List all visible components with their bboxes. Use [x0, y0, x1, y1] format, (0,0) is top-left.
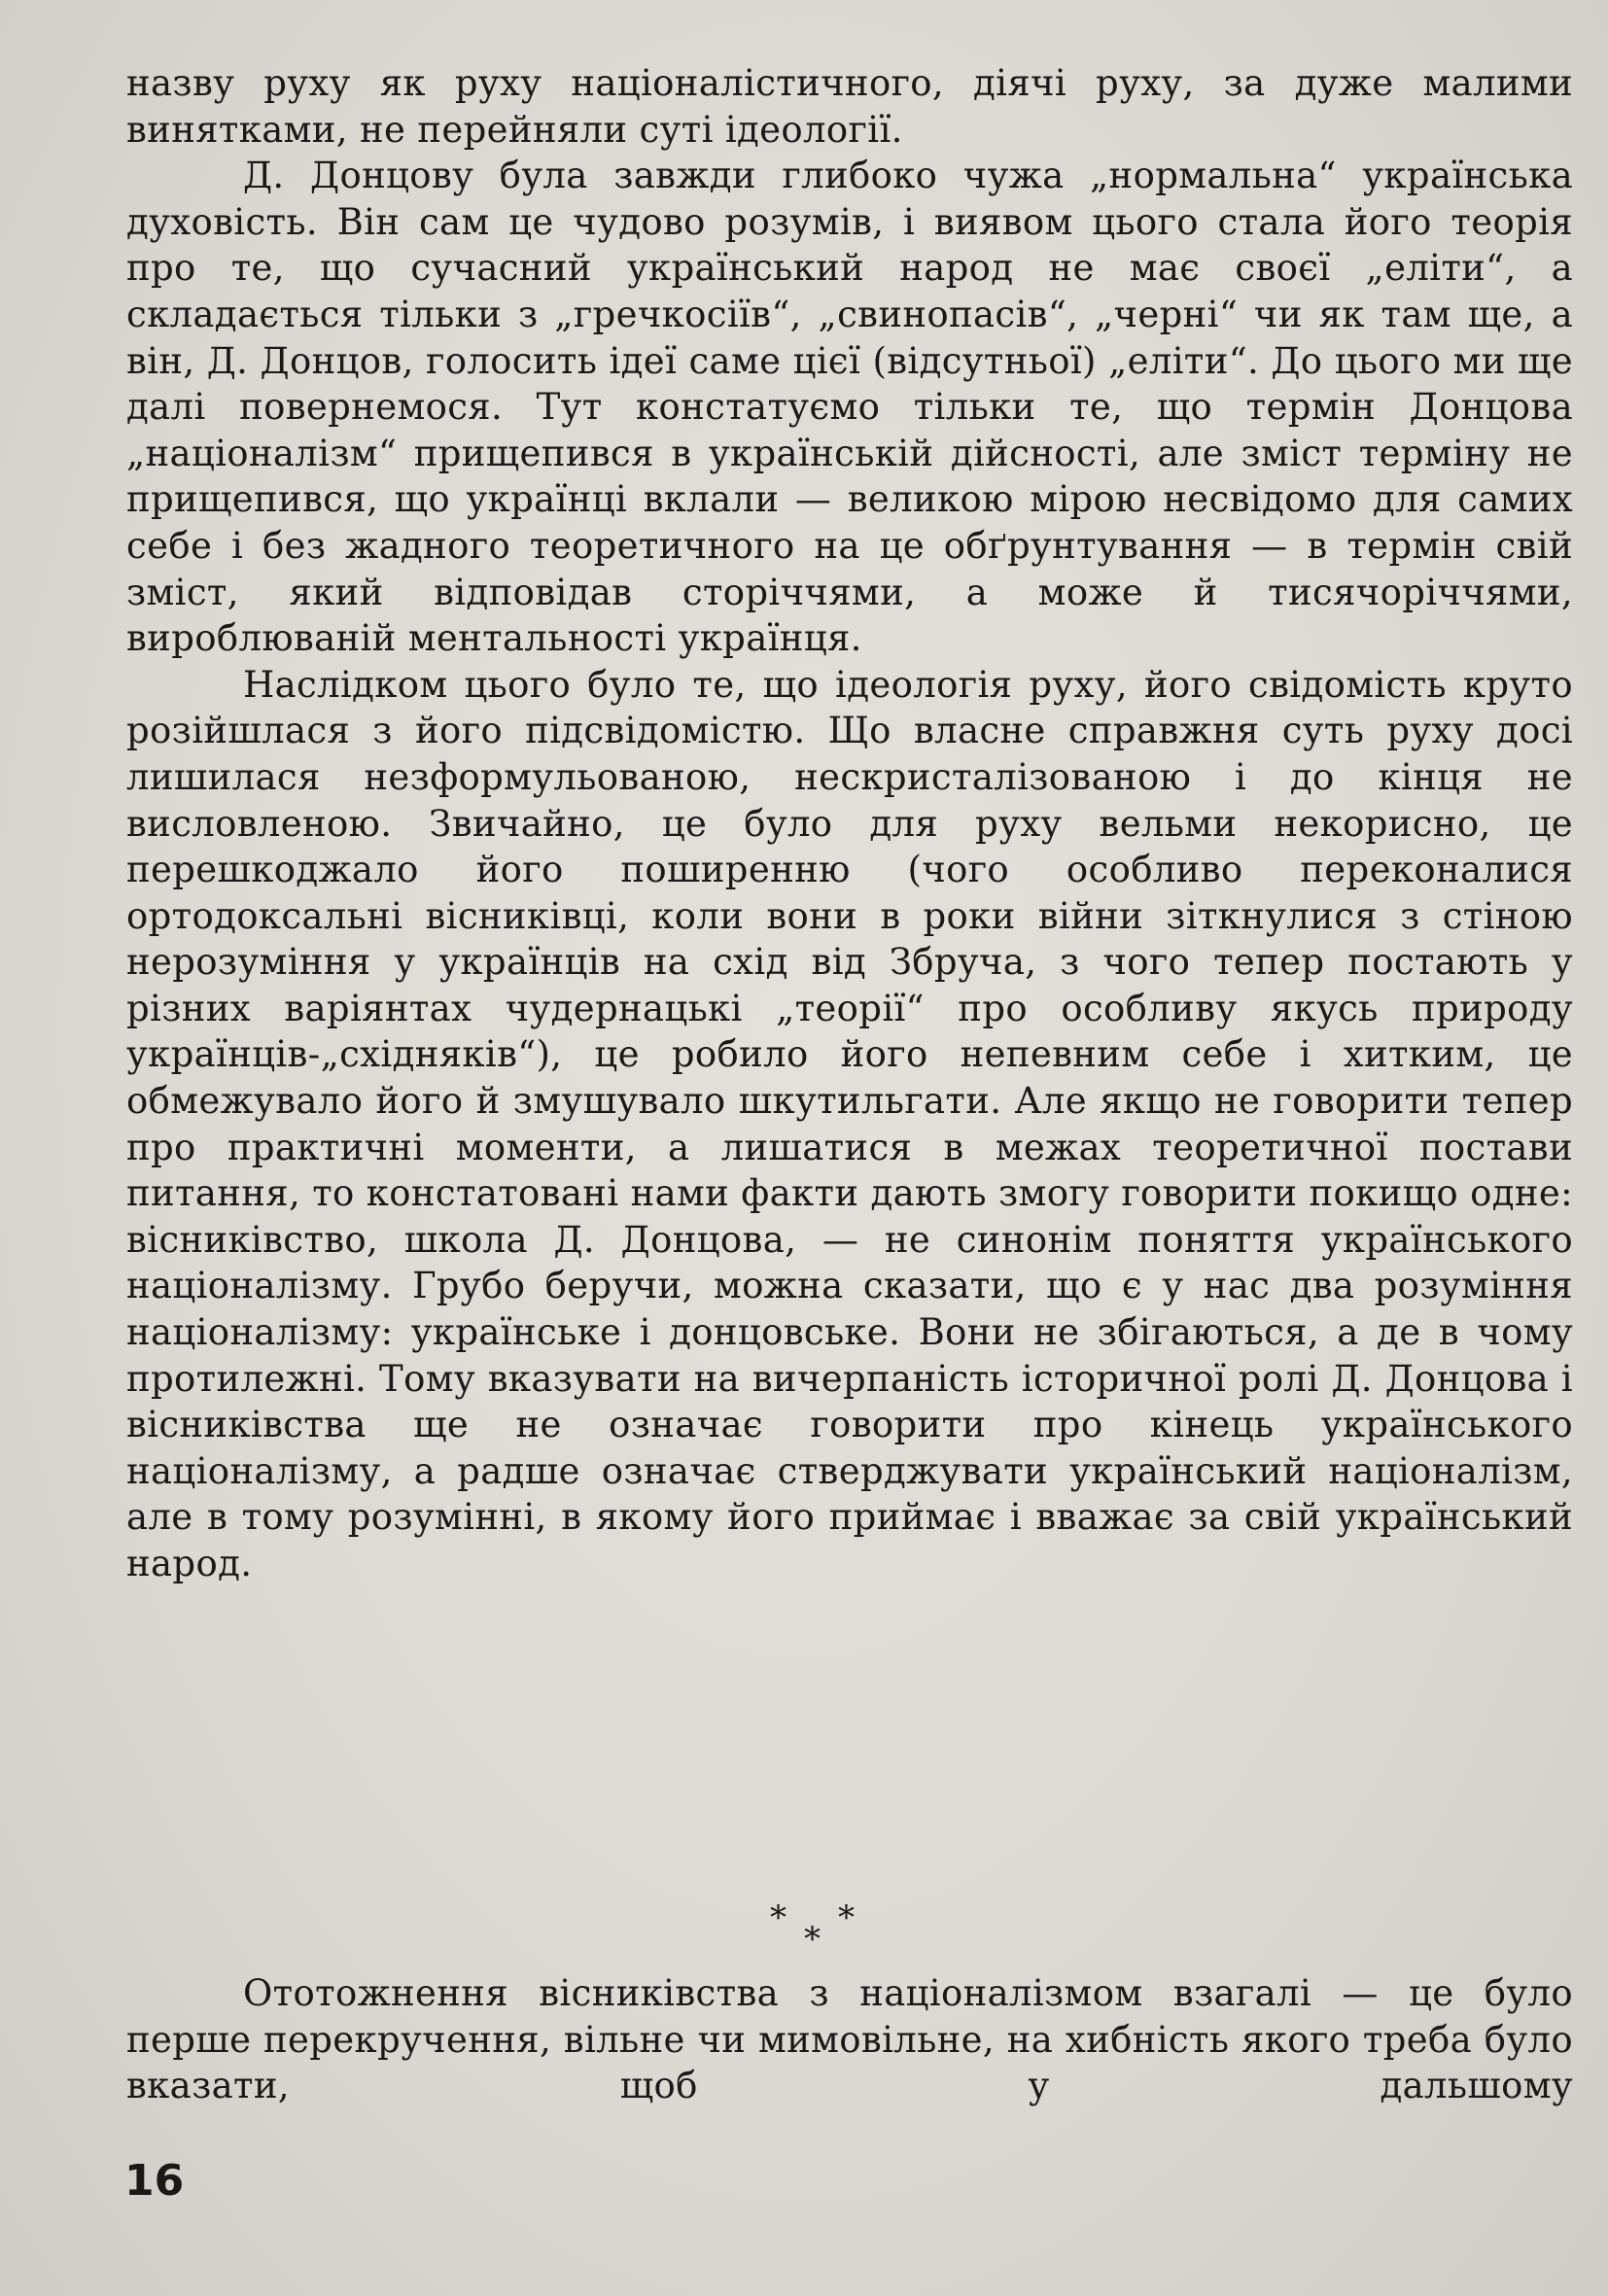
paragraph-identification: Ототожнення вісниківства з націоналізмом взагалі — це було перше перекручення, вільне чи мимовільне, на хибність якого треба було вказати, щоб у дальшому	[126, 1972, 1573, 2107]
main-text	[126, 60, 1573, 1587]
separator-star: *	[838, 1898, 855, 1937]
paragraph-dontsov-spirituality: Д. Донцову була завжди глибоко чужа „нормальна“ українська духовість. Він сам це чудово розумів, і виявом цього стала його теорія про те, що сучасний український народ не має своєї „еліти“, а складається тільки з „гречкосіїв“, „свинопасів“, „черні“ чи як там ще, а він, Д. Донцов, голосить ідеї саме цієї (відсутньої) „еліти“. До цього ми ще далі повернемося. Тут констатуємо тільки те, що термін Донцова „націоналізм“ прищепився в українській дійсності, але зміст терміну не прищепився, що українці вклали — великою мірою несвідомо для самих себе і без жадного теоретичного на це обґрунтування — в термін свій зміст, який відповідав сторіччями, а може й тисячоріччями, вироблюваній ментальності українця.	[126, 155, 1573, 660]
closing-text	[126, 1970, 1573, 2109]
separator-star: *	[804, 1920, 821, 1959]
paragraph-consequence: Наслідком цього було те, що ідеологія руху, його свідомість круто розійшлася з його підсвідомістю. Що власне справжня суть руху досі лишилася незформульованою, нескристалізованою і до кінця не висловленою. Звичайно, це було для руху вельми некорисно, це перешкоджало його поширенню (чого особливо переконалися ортодоксальні вісниківці, коли вони в роки війни зіткнулися з стіною нерозуміння у українців на схід від Збруча, з чого тепер постають у різних варіянтах чудернацькі „теорії“ про особливу якусь природу українців-„східняків“), це робило його непевним себе і хитким, це обмежувало його й змушувало шкутильгати. Але якщо не говорити тепер про практичні моменти, а лишатися в межах теоретичної постави питання, то констатовані нами факти дають змогу говорити покищо одне: вісниківство, школа Д. Донцова, — не синонім поняття українського націоналізму. Грубо беручи, можна сказати, що є у нас два розуміння націоналізму: українське і донцовське. Вони не збігаються, а де в чому протилежні. Тому вказувати на вичерпаність історичної ролі Д. Донцова і вісниківства ще не означає говорити про кінець українського націоналізму, а радше означає стверджувати український націоналізм, але в тому розумінні, в якому його приймає і вважає за свій український народ.	[126, 663, 1573, 1584]
page-number: 16	[124, 2156, 185, 2206]
section-separator	[749, 1898, 943, 1969]
paragraph-continuation: назву руху як руху націоналістичного, діячі руху, за дуже малими винятками, не перейняли суті ідеології.	[126, 62, 1573, 151]
separator-star: *	[770, 1898, 787, 1937]
